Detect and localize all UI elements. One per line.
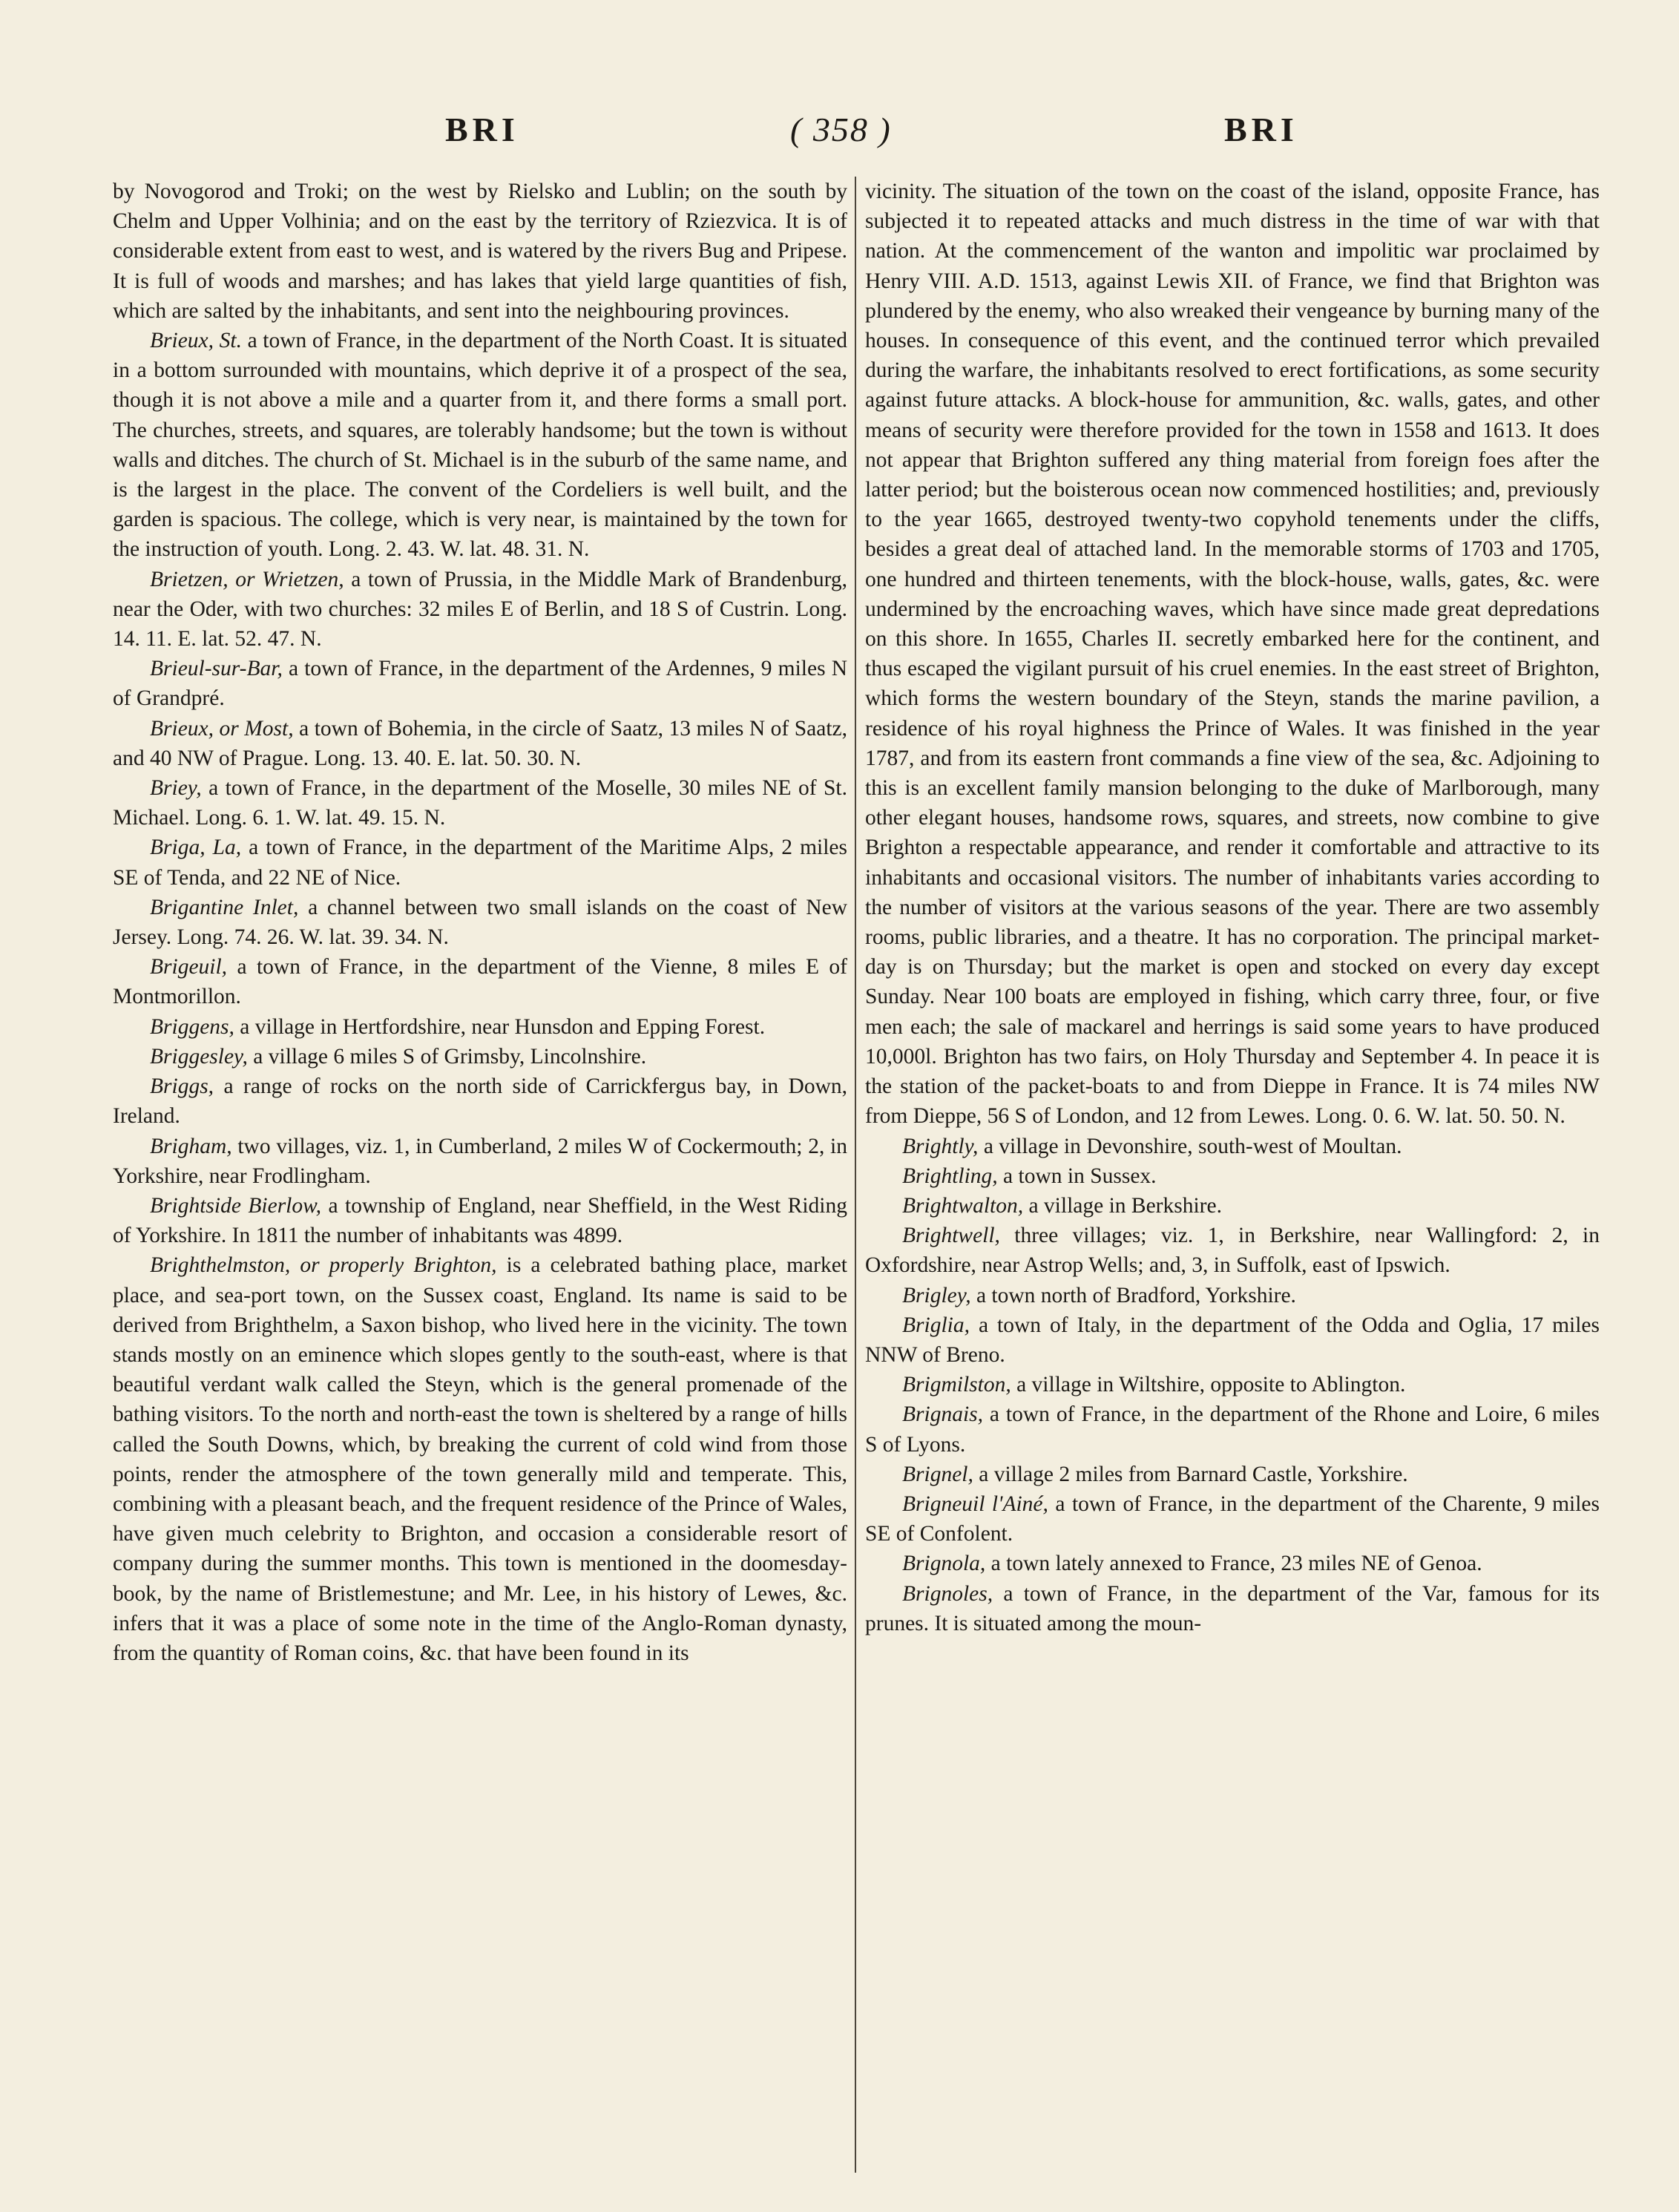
entry: [113, 714, 847, 773]
entry-headword: Brietzen, or Wrietzen,: [150, 567, 344, 591]
entry-text: a town of Bohemia, in the circle of Saatz, 13 miles N of Saatz, and 40 NW of Prague. Long. 13. 40. E. lat. 50. 30. N.: [113, 716, 847, 770]
entry-headword: Briga, La,: [150, 836, 242, 860]
entry-headword: Brigantine Inlet,: [150, 895, 299, 919]
entry: [113, 1071, 847, 1131]
entry: [113, 833, 847, 892]
entry-headword: Briglia,: [902, 1313, 970, 1337]
entry-headword: Brigmilston,: [902, 1373, 1011, 1397]
entry-text: three villages; viz. 1, in Berkshire, near Wallingford: 2, in Oxfordshire, near Astrop Wells; and, 3, in Suffolk, east of Ipswich.: [865, 1224, 1600, 1278]
entry: [865, 1489, 1600, 1549]
entry-text: a village in Berkshire.: [1023, 1193, 1222, 1218]
column-divider: [855, 177, 856, 2173]
entry-continuation: [113, 177, 847, 326]
entry: [865, 1399, 1600, 1459]
entry-headword: Briggs,: [150, 1074, 214, 1099]
running-head-left: BRI: [445, 111, 519, 148]
entry-headword: Brigley,: [902, 1283, 971, 1307]
entry-text: a town of France, in the department of the Var, famous for its prunes. It is situated among the moun-: [865, 1581, 1600, 1635]
entry: [113, 654, 847, 713]
running-head-right: BRI: [1224, 111, 1298, 148]
entry-text: a town lately annexed to France, 23 miles NE of Genoa.: [985, 1552, 1482, 1576]
entry-text: a town of France, in the department of the Rhone and Loire, 6 miles S of Lyons.: [865, 1402, 1600, 1457]
entry: [865, 1281, 1600, 1310]
entry-headword: Brightwalton,: [902, 1193, 1024, 1218]
entry-headword: Brigeuil,: [150, 955, 228, 979]
entry-headword: Brightside Bierlow,: [150, 1193, 321, 1218]
entry: [865, 1460, 1600, 1489]
entry: [865, 1132, 1600, 1161]
entry-text: a town of Italy, in the department of the Odda and Oglia, 17 miles NNW of Breno.: [865, 1313, 1600, 1367]
entry-headword: Brigham,: [150, 1134, 232, 1158]
entry-text: a range of rocks on the north side of Carrickfergus bay, in Down, Ireland.: [113, 1074, 847, 1129]
entry-text: a town of France, in the department of the Charente, 9 miles SE of Confolent.: [865, 1491, 1600, 1546]
entry-text: a village 6 miles S of Grimsby, Lincolnshire.: [247, 1044, 647, 1069]
entry-headword: Briggens,: [150, 1014, 234, 1039]
entry-headword: Brieux, St.: [150, 329, 242, 353]
entry: [113, 893, 847, 952]
entry-text: a town of France, in the department of the Ardennes, 9 miles N of Grandpré.: [113, 657, 847, 711]
entry: [113, 326, 847, 565]
left-column: [113, 177, 847, 2180]
entry-text: a village in Hertfordshire, near Hunsdon and Epping Forest.: [234, 1014, 766, 1039]
entry: [865, 1310, 1600, 1370]
entry: [113, 1042, 847, 1071]
entry: [113, 1250, 847, 1668]
entry-text: a town in Sussex.: [997, 1164, 1157, 1188]
entry: [113, 1012, 847, 1042]
entry-text: a town of France, in the department of the Maritime Alps, 2 miles SE of Tenda, and 22 NE of Nice.: [113, 836, 847, 890]
entry: [865, 1191, 1600, 1221]
entry-continuation: [865, 177, 1600, 1132]
entry-text: is a celebrated bathing place, market place, and sea-port town, on the Sussex coast, England. Its name is said to be derived from Brighthelm, a Saxon bishop, who lived here in the vicinity. The town stands mostly on an eminence which slopes gently to the south-east, where is that beautiful verdant walk called the Steyn, which is the general promenade of the bathing visitors. To the north and north-east the town is sheltered by a range of hills called the South Downs, which, by breaking the current of cold wind from those points, render the atmosphere of the town generally mild and temperate. This, combining with a pleasant beach, and the frequent residence of the Prince of Wales, have given much celebrity to Brighton, and occasion a considerable resort of company during the summer months. This town is mentioned in the doomesday-book, by the name of Bristlemestune; and Mr. Lee, in his history of Lewes, &c. infers that it was a place of some note in the time of the Anglo-Roman dynasty, from the quantity of Roman coins, &c. that have been found in its: [113, 1253, 847, 1665]
entry-headword: Brignoles,: [902, 1581, 993, 1606]
entry: [865, 1221, 1600, 1280]
running-head: [111, 110, 1565, 157]
entry-headword: Brignel,: [902, 1462, 973, 1486]
entry-text: a village in Wiltshire, opposite to Ablington.: [1011, 1373, 1406, 1397]
entry: [113, 773, 847, 833]
entry-text: a town of France, in the department of the Moselle, 30 miles NE of St. Michael. Long. 6. 1. W. lat. 49. 15. N.: [113, 776, 847, 830]
entry-headword: Brieul-sur-Bar,: [150, 657, 283, 681]
entry-headword: Brieux, or Most,: [150, 716, 294, 741]
entry-text: two villages, viz. 1, in Cumberland, 2 miles W of Cockermouth; 2, in Yorkshire, near Frodlingham.: [113, 1134, 847, 1188]
entry-text: a village 2 miles from Barnard Castle, Yorkshire.: [973, 1462, 1408, 1486]
entry-headword: Brignais,: [902, 1402, 983, 1427]
entry: [865, 1370, 1600, 1399]
entry: [113, 1132, 847, 1191]
entry-headword: Briggesley,: [150, 1044, 248, 1069]
entry-headword: Brignola,: [902, 1552, 986, 1576]
entry-headword: Brigneuil l'Ainé,: [902, 1491, 1048, 1516]
entry: [113, 565, 847, 654]
entry-text: a town of Prussia, in the Middle Mark of Brandenburg, near the Oder, with two churches: 32 miles E of Berlin, and 18 S of Custrin. Long. 14. 11. E. lat. 52. 47. N.: [113, 567, 847, 652]
right-column: [865, 177, 1600, 2180]
entry: [865, 1549, 1600, 1578]
entry-text: a village in Devonshire, south-west of Moultan.: [978, 1134, 1402, 1158]
entry: [865, 1161, 1600, 1191]
entry-text: a town of France, in the department of the North Coast. It is situated in a bottom surrounded with mountains, which deprive it of a prospect of the sea, though it is not above a mile and a quarter from it, and there forms a small port. The churches, streets, and squares, are tolerably handsome; but the town is without walls and ditches. The church of St. Michael is in the suburb of the same name, and is the largest in the place. The convent of the Cordeliers is well built, and the garden is spacious. The college, which is very near, is maintained by the town for the instruction of youth. Long. 2. 43. W. lat. 48. 31. N.: [113, 329, 847, 562]
entry-text: a township of England, near Sheffield, in the West Riding of Yorkshire. In 1811 the number of inhabitants was 4899.: [113, 1193, 847, 1248]
entry-headword: Briey,: [150, 776, 202, 801]
entry-headword: Brighthelmston, or properly Brighton,: [150, 1253, 497, 1278]
entry-text: by Novogorod and Troki; on the west by Rielsko and Lublin; on the south by Chelm and Upper Volhinia; and on the east by the territory of Rziezvica. It is of considerable extent from east to west, and is watered by the rivers Bug and Pripese. It is full of woods and marshes; and has lakes that yield large quantities of fish, which are salted by the inhabitants, and sent into the neighbouring provinces.: [113, 180, 847, 323]
entry: [113, 952, 847, 1011]
entry-headword: Brightwell,: [902, 1224, 1000, 1248]
entry-text: a channel between two small islands on the coast of New Jersey. Long. 74. 26. W. lat. 39. 34. N.: [113, 895, 847, 950]
entry-text: a town of France, in the department of the Vienne, 8 miles E of Montmorillon.: [113, 955, 847, 1009]
entry: [865, 1579, 1600, 1638]
entry: [113, 1191, 847, 1250]
page-number: ( 358 ): [790, 111, 892, 148]
entry-text: vicinity. The situation of the town on the coast of the island, opposite France, has subjected it to repeated attacks and much distress in the time of war with that nation. At the commencement of the wanton and impolitic war proclaimed by Henry VIII. A.D. 1513, against Lewis XII. of France, we find that Brighton was plundered by the enemy, who also wreaked their vengeance by burning many of the houses. In consequence of this event, and the continued terror which prevailed during the warfare, the inhabitants resolved to erect fortifications, as some security against future attacks. A block-house for ammunition, &c. walls, gates, and other means of security were therefore provided for the town in 1558 and 1613. It does not appear that Brighton suffered any thing material from foreign foes after the latter period; but the boisterous ocean now commenced hostilities; and, previously to the year 1665, destroyed twenty-two copyhold tenements under the cliffs, besides a great deal of attached land. In the memorable storms of 1703 and 1705, one hundred and thirteen tenements, with the block-house, walls, gates, &c. were undermined by the encroaching waves, which have since made great depredations on this shore. In 1655, Charles II. secretly embarked here for the continent, and thus escaped the vigilant pursuit of his cruel enemies. In the east street of Brighton, which forms the western boundary of the Steyn, stands the marine pavilion, a residence of his royal highness the Prince of Wales. It was finished in the year 1787, and from its eastern front commands a fine view of the sea, &c. Adjoining to this is an excellent family mansion belonging to the duke of Marlborough, many other elegant houses, handsome rows, squares, and streets, now combine to give Brighton a respectable appearance, and render it comfortable and attractive to its inhabitants and occasional visitors. The number of inhabitants varies according to the number of visitors at the various seasons of the year. There are two assembly rooms, public libraries, and a theatre. It has no corporation. The principal market-day is on Thursday; but the market is open and stocked on every day except Sunday. Near 100 boats are employed in fishing, which carry three, four, or five men each; the sale of mackarel and herrings is said some years to have produced 10,000l. Brighton has two fairs, on Holy Thursday and September 4. In peace it is the station of the packet-boats to and from Dieppe in France. It is 74 miles NW from Dieppe, 56 S of London, and 12 from Lewes. Long. 0. 6. W. lat. 50. 50. N.: [865, 180, 1600, 1129]
entry-headword: Brightly,: [902, 1134, 979, 1158]
entry-text: a town north of Bradford, Yorkshire.: [970, 1283, 1296, 1307]
entry-headword: Brightling,: [902, 1164, 998, 1188]
